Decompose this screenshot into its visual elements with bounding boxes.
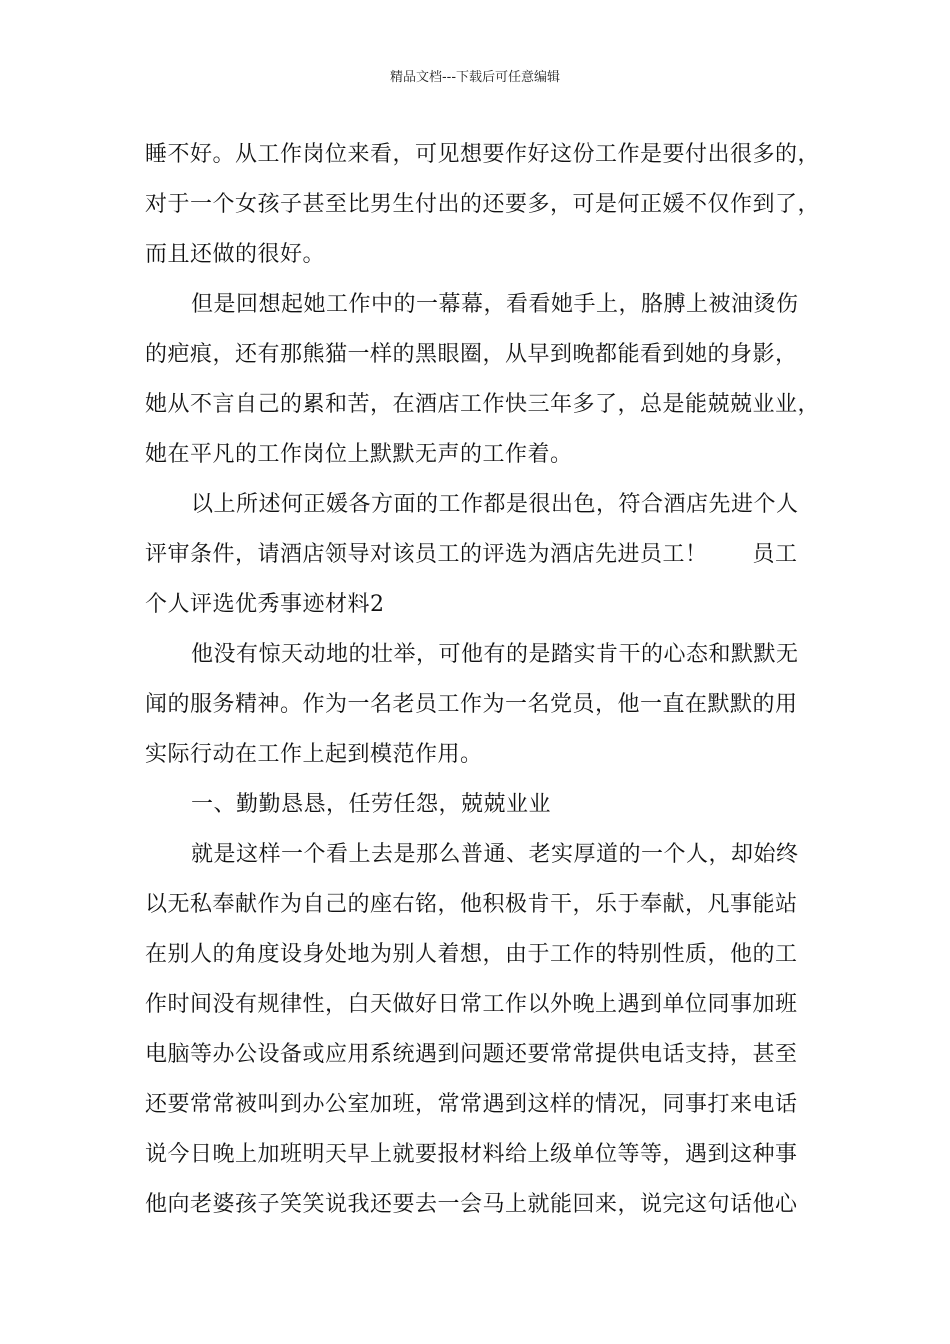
text-line: 说今日晚上加班明天早上就要报材料给上级单位等等，遇到这种事 (145, 1142, 798, 1167)
text-line: 她在平凡的工作岗位上默默无声的工作着。 (145, 442, 573, 467)
text-line: 评审条件，请酒店领导对该员工的评选为酒店先进员工！ 员工 (145, 542, 798, 567)
text-line: 对于一个女孩子甚至比男生付出的还要多，可是何正媛不仅作到了， (145, 192, 821, 217)
text-line: 以无私奉献作为自己的座右铭，他积极肯干，乐于奉献，凡事能站 (145, 892, 798, 917)
text-line: 在别人的角度设身处地为别人着想，由于工作的特别性质，他的工 (145, 942, 798, 967)
text-line: 个人评选优秀事迹材料2 (145, 592, 385, 617)
text-line: 他向老婆孩子笑笑说我还要去一会马上就能回来，说完这句话他心 (145, 1192, 798, 1217)
text-line: 而且还做的很好。 (145, 242, 326, 267)
paragraph-start-line: 以上所述何正媛各方面的工作都是很出色，符合酒店先进个人 (191, 492, 799, 517)
paragraph-start-line: 他没有惊天动地的壮举，可他有的是踏实肯干的心态和默默无 (191, 642, 799, 667)
text-line: 电脑等办公设备或应用系统遇到问题还要常常提供电话支持，甚至 (145, 1042, 798, 1067)
page-header: 精品文档---下载后可任意编辑 (389, 70, 561, 85)
text-line: 闻的服务精神。作为一名老员工作为一名党员，他一直在默默的用 (145, 692, 798, 717)
text-line: 实际行动在工作上起到模范作用。 (145, 742, 483, 767)
paragraph-start-line: 就是这样一个看上去是那么普通、老实厚道的一个人，却始终 (191, 842, 799, 867)
text-line: 睡不好。从工作岗位来看，可见想要作好这份工作是要付出很多的， (145, 142, 821, 167)
text-line: 还要常常被叫到办公室加班，常常遇到这样的情况，同事打来电话 (145, 1092, 798, 1117)
paragraph-start-line: 但是回想起她工作中的一幕幕，看看她手上，胳膊上被油烫伤 (191, 292, 799, 317)
text-line: 的疤痕，还有那熊猫一样的黑眼圈，从早到晚都能看到她的身影， (145, 342, 798, 367)
document-body (145, 130, 821, 1230)
text-line: 作时间没有规律性，白天做好日常工作以外晚上遇到单位同事加班 (145, 992, 798, 1017)
section-heading: 一、勤勤恳恳，任劳任怨，兢兢业业 (191, 792, 552, 817)
text-line: 她从不言自己的累和苦，在酒店工作快三年多了，总是能兢兢业业， (145, 392, 821, 417)
